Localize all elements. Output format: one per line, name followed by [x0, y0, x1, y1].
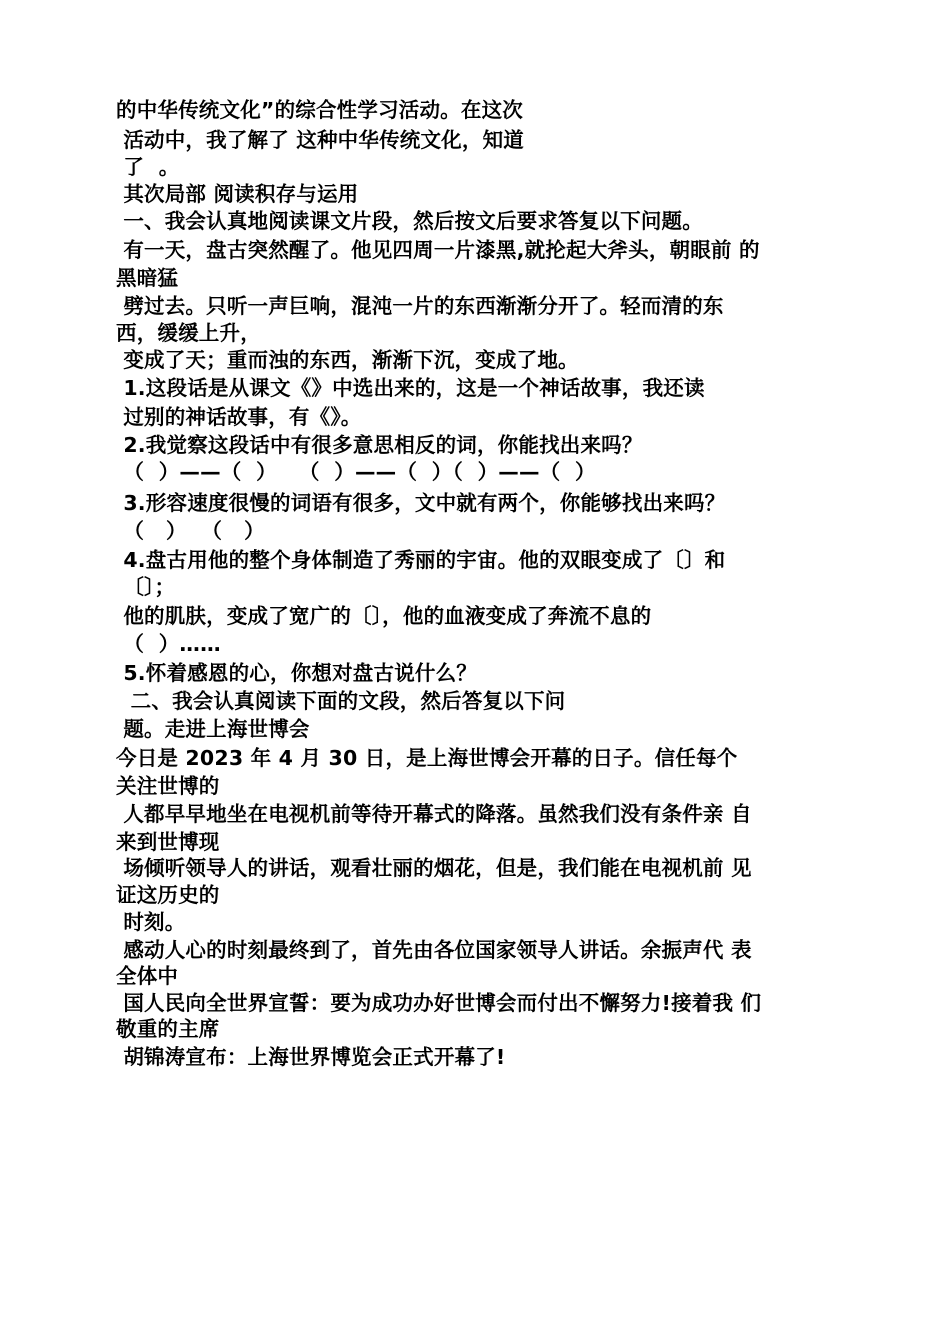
text-line: 过别的神话故事，有《》。: [116, 405, 362, 429]
text-line: 了 。: [116, 155, 180, 179]
text-line: 有一天，盘古突然醒了。他见四周一片漆黑,就抡起大斧头，朝眼前 的: [116, 238, 760, 262]
text-line: 关注世博的: [116, 774, 220, 798]
text-line: 敬重的主席: [116, 1017, 220, 1041]
text-line: 人都早早地坐在电视机前等待开幕式的降落。虽然我们没有条件亲 自: [116, 802, 752, 826]
text-line: 全体中: [116, 964, 179, 988]
text-line: 的中华传统文化”的综合性学习活动。在这次: [116, 98, 523, 122]
text-line: 场倾听领导人的讲话，观看壮丽的烟花，但是，我们能在电视机前 见: [116, 856, 752, 880]
section-heading: 其次局部 阅读积存与运用: [116, 182, 359, 206]
text-line: 证这历史的: [116, 883, 220, 907]
text-line: 西，缓缓上升，: [116, 321, 261, 345]
text-line: 变成了天；重而浊的东西，渐渐下沉，变成了地。: [116, 348, 579, 372]
text-line: 来到世博现: [116, 830, 220, 854]
text-line: 他的肌肤，变成了宽广的〔〕，他的血液变成了奔流不息的: [116, 604, 652, 628]
text-line: 时刻。: [116, 910, 186, 934]
question-item: 5.怀着感恩的心，你想对盘古说什么？: [116, 661, 477, 685]
text-line: 劈过去。只听一声巨响，混沌一片的东西渐渐分开了。轻而清的东: [116, 294, 724, 318]
question-heading: 二、我会认真阅读下面的文段，然后答复以下问: [116, 689, 566, 713]
text-line: 题。走进上海世博会: [116, 717, 310, 741]
question-heading: 一、我会认真地阅读课文片段，然后按文后要求答复以下问题。: [116, 209, 703, 233]
text-line: 今日是 2023 年 4 月 30 日，是上海世博会开幕的日子。信任每个: [116, 746, 738, 770]
text-line: 胡锦涛宣布：上海世界博览会正式开幕了!: [116, 1045, 506, 1069]
answer-blanks: （ ） （ ）: [116, 519, 265, 543]
answer-blanks: （ ）——（ ） （ ）——（ ）（ ）——（ ）: [116, 460, 596, 484]
text-line: 黑暗猛: [116, 266, 179, 290]
text-line: 国人民向全世界宣誓：要为成功办好世博会而付出不懈努力!接着我 们: [116, 991, 762, 1015]
text-line: 活动中，我了解了 这种中华传统文化，知道: [116, 128, 524, 152]
text-line: 〔〕；: [116, 575, 176, 599]
text-line: （ ）……: [116, 632, 221, 656]
text-line: 感动人心的时刻最终到了，首先由各位国家领导人讲话。余振声代 表: [116, 938, 752, 962]
question-item: 3.形容速度很慢的词语有很多，文中就有两个，你能够找出来吗？: [116, 491, 726, 515]
question-item: 2.我觉察这段话中有很多意思相反的词，你能找出来吗？: [116, 433, 643, 457]
question-item: 4.盘古用他的整个身体制造了秀丽的宇宙。他的双眼变成了〔〕和: [116, 548, 726, 572]
question-item: 1.这段话是从课文《》中选出来的，这是一个神话故事，我还读: [116, 376, 705, 400]
